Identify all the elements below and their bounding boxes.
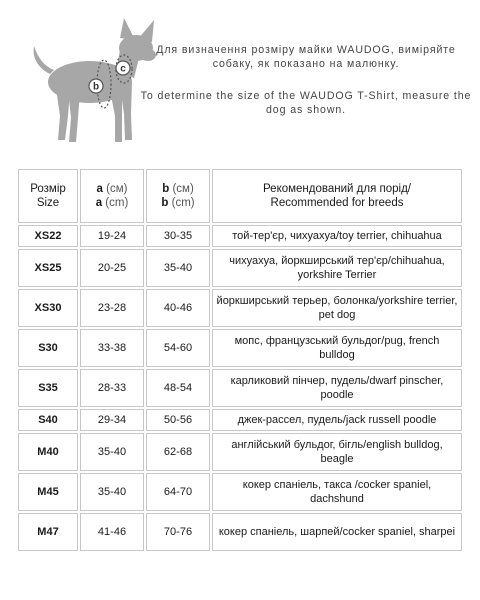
cell-a: 35-40 (80, 473, 144, 511)
cell-a: 29-34 (80, 409, 144, 431)
header-a: a (см) a (cm) (80, 169, 144, 223)
table-row (18, 289, 462, 327)
cell-b: 35-40 (146, 249, 210, 287)
cell-breeds: той-тер'єр, чихуахуа/toy terrier, chihuahua (212, 225, 462, 247)
header-b: b (см) b (cm) (146, 169, 210, 223)
cell-a: 19-24 (80, 225, 144, 247)
cell-breeds: кокер спаніель, шарпей/cocker spaniel, sharpei (212, 513, 462, 551)
cell-b: 64-70 (146, 473, 210, 511)
cell-breeds: чихуахуа, йоркширський тер'єр/chihuahua, yorkshire Terrier (212, 249, 462, 287)
instruction-english: To determine the size of the WAUDOG T-Shirt, measure the dog as shown. (140, 90, 472, 116)
table-row (18, 225, 462, 247)
table-row (18, 409, 462, 431)
dog-measurement-diagram (12, 6, 162, 156)
cell-breeds: кокер спаніель, такса /cocker spaniel, dachshund (212, 473, 462, 511)
cell-size: M40 (18, 433, 78, 471)
cell-breeds: мопс, французський бульдог/pug, french bulldog (212, 329, 462, 367)
table-row (18, 513, 462, 551)
cell-a: 28-33 (80, 369, 144, 407)
cell-size: XS25 (18, 249, 78, 287)
cell-size: S40 (18, 409, 78, 431)
cell-a: 20-25 (80, 249, 144, 287)
instruction-ukrainian: Для визначення розміру майки WAUDOG, виміряйте собаку, як показано на малюнку. (156, 44, 456, 70)
cell-breeds: карликовий пінчер, пудель/dwarf pinscher, poodle (212, 369, 462, 407)
header-breeds: Рекомендований для порід/ Recommended for breeds (212, 169, 462, 223)
table-row (18, 329, 462, 367)
table-row (18, 249, 462, 287)
cell-size: XS22 (18, 225, 78, 247)
cell-a: 41-46 (80, 513, 144, 551)
cell-b: 54-60 (146, 329, 210, 367)
marker-b (89, 79, 103, 93)
cell-breeds: джек-рассел, пудель/jack russell poodle (212, 409, 462, 431)
cell-b: 50-56 (146, 409, 210, 431)
svg-text:b: b (92, 81, 100, 93)
cell-breeds: йоркширський терьер, болонка/yorkshire terrier, pet dog (212, 289, 462, 327)
cell-b: 62-68 (146, 433, 210, 471)
marker-c (116, 61, 130, 75)
table-row (18, 369, 462, 407)
cell-breeds: англійський бульдог, бігль/english bulldog, beagle (212, 433, 462, 471)
table-row (18, 473, 462, 511)
cell-a: 23-28 (80, 289, 144, 327)
cell-size: S30 (18, 329, 78, 367)
table-row (18, 433, 462, 471)
cell-b: 48-54 (146, 369, 210, 407)
cell-b: 40-46 (146, 289, 210, 327)
header-size: Розмір Size (18, 169, 78, 223)
cell-size: M45 (18, 473, 78, 511)
table-header-row (18, 169, 462, 223)
cell-b: 70-76 (146, 513, 210, 551)
size-chart-table (16, 167, 464, 553)
header-area (0, 0, 480, 160)
cell-a: 33-38 (80, 329, 144, 367)
cell-size: M47 (18, 513, 78, 551)
cell-a: 35-40 (80, 433, 144, 471)
svg-text:c: c (120, 63, 126, 75)
cell-b: 30-35 (146, 225, 210, 247)
cell-size: XS30 (18, 289, 78, 327)
cell-size: S35 (18, 369, 78, 407)
